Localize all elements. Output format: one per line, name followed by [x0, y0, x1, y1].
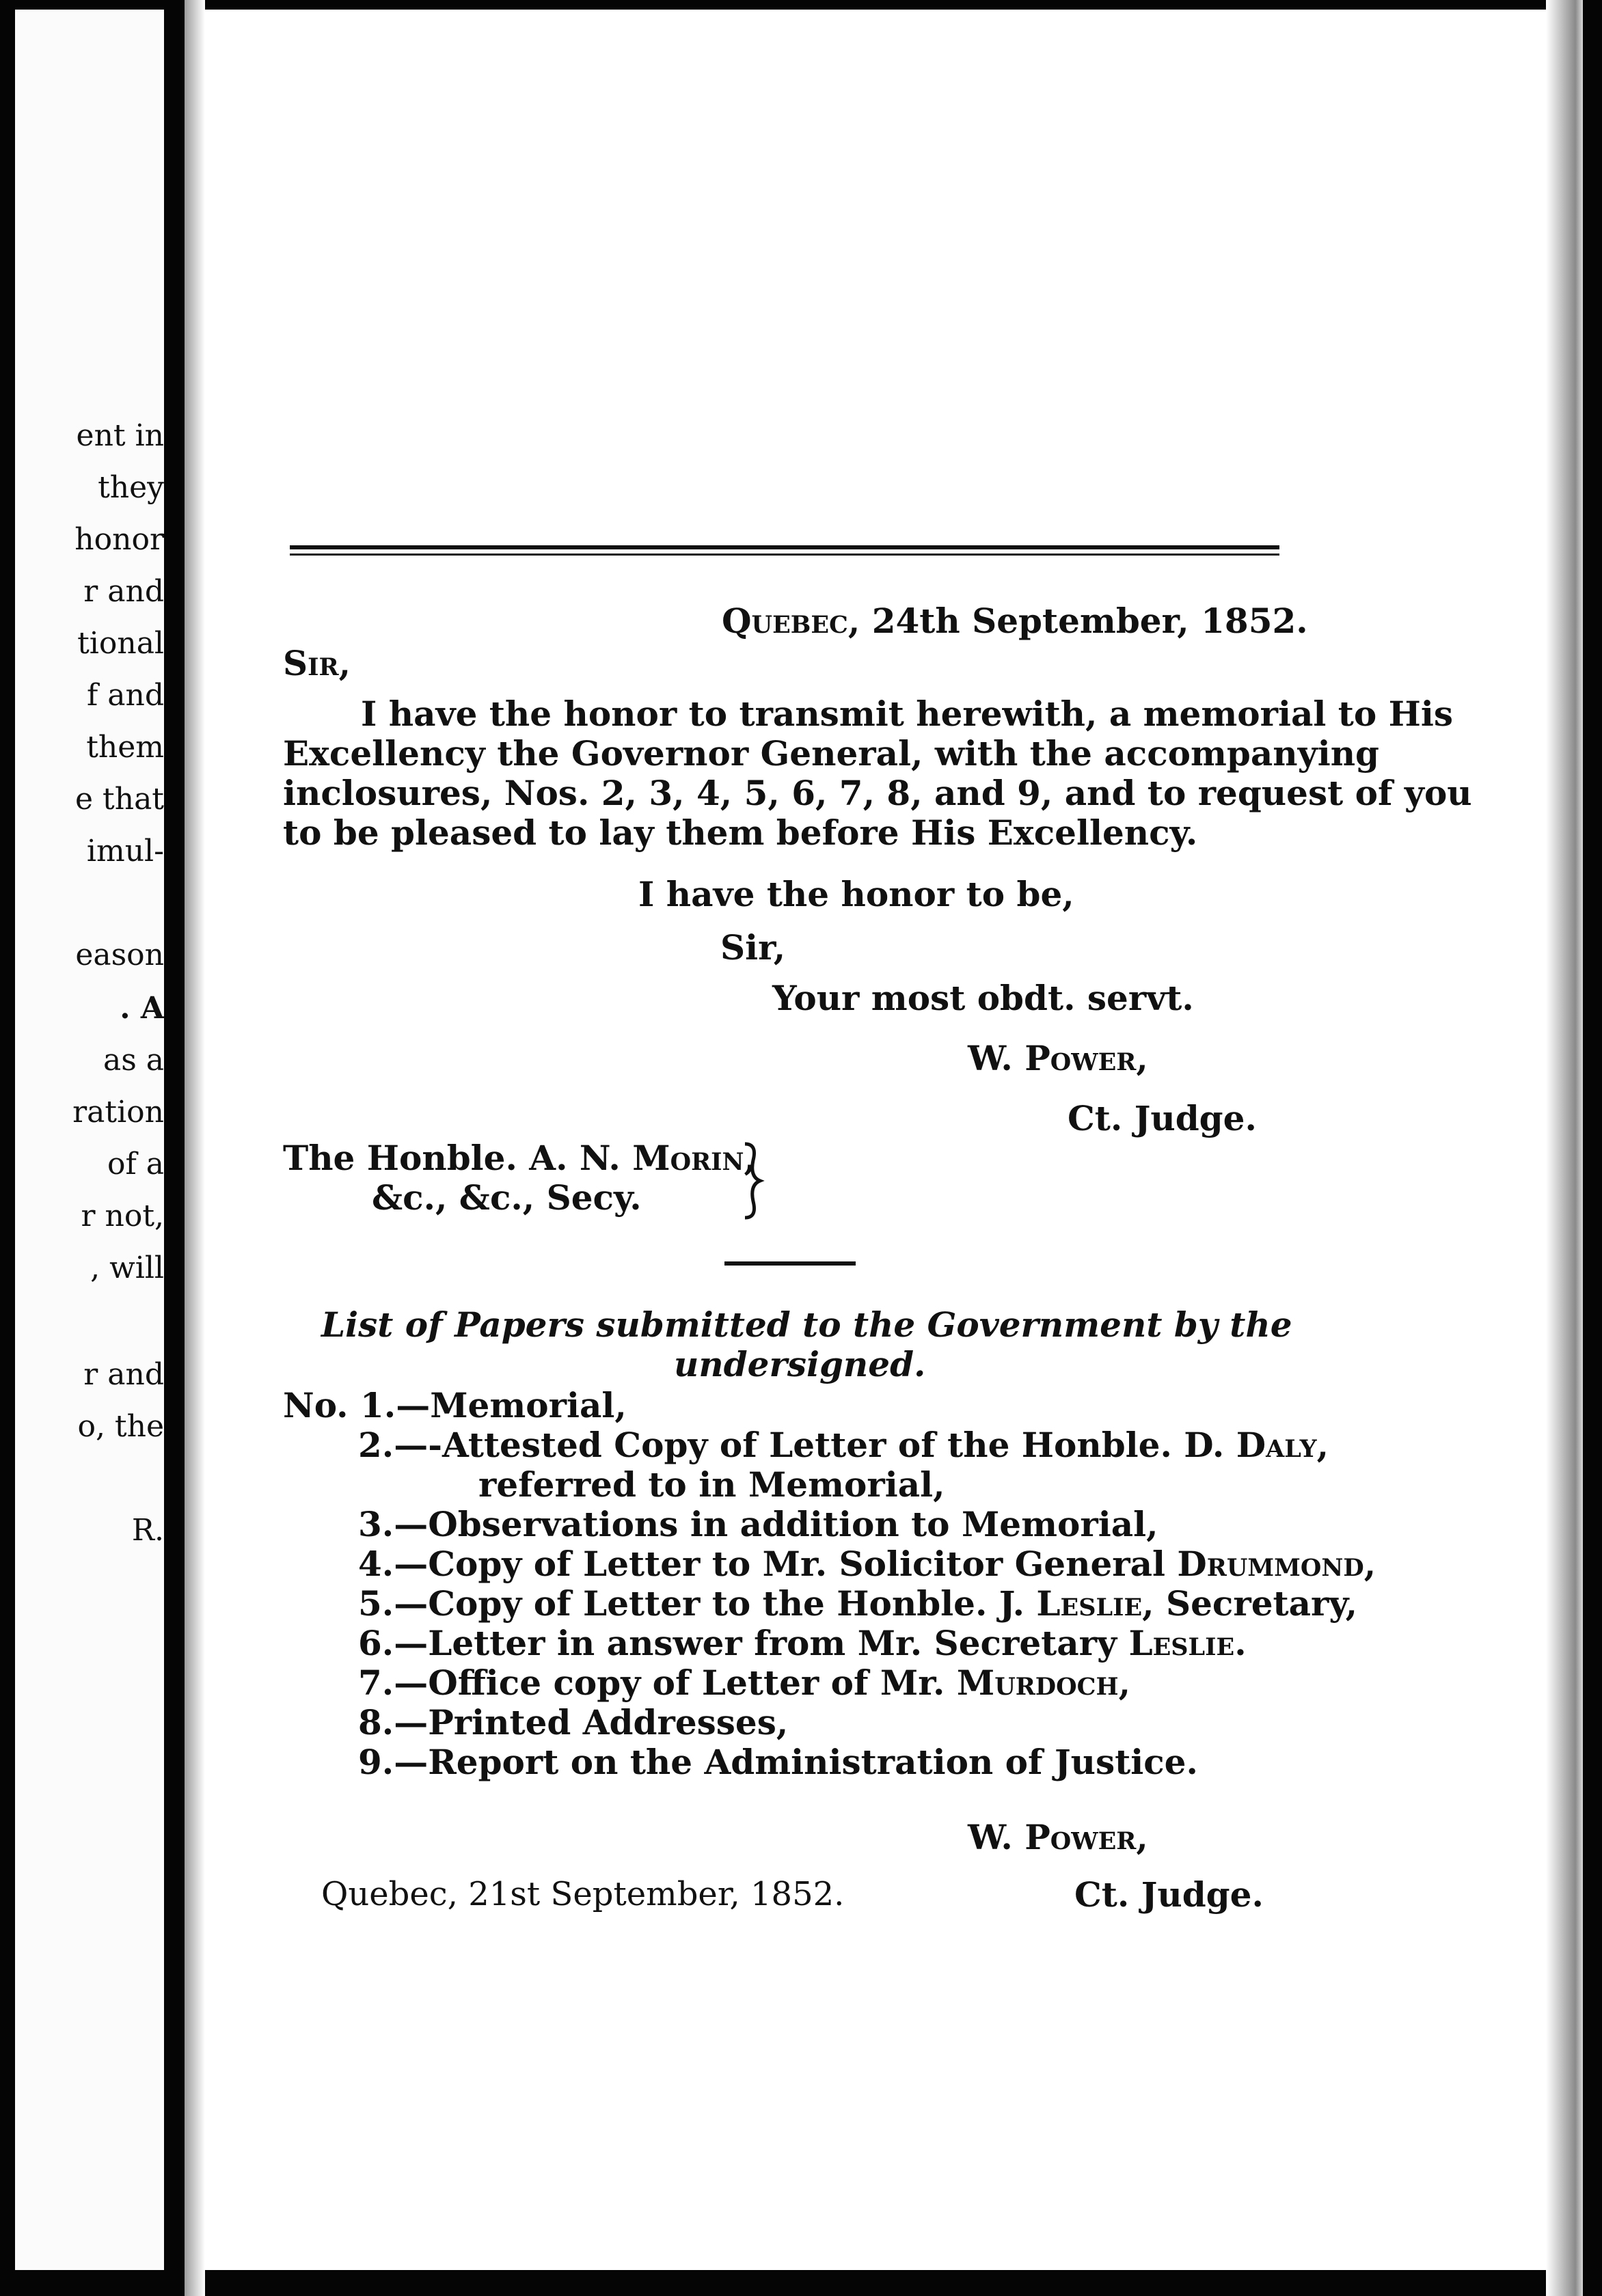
list-item: 3.—Observations in addition to Memorial, — [358, 1504, 1158, 1544]
prev-page-text: as a — [103, 1043, 164, 1078]
prev-page-text: r and — [83, 574, 164, 609]
signature-title: Ct. Judge. — [1068, 1098, 1257, 1138]
prev-page-text: f and — [86, 678, 164, 713]
signature-title: Ct. Judge. — [1074, 1874, 1264, 1915]
book-gutter — [164, 0, 185, 2296]
list-heading: List of Papers submitted to the Government by the — [321, 1304, 1292, 1345]
list-item: 7.—Office copy of Letter of Mr. Murdoch, — [358, 1663, 1130, 1703]
list-item: 5.—Copy of Letter to the Honble. J. Leslie, Secretary, — [358, 1583, 1358, 1624]
closing-line: I have the honor to be, — [638, 874, 1074, 914]
prev-page-text: they — [98, 470, 164, 505]
section-divider — [724, 1261, 856, 1266]
prev-page-text: . A — [120, 991, 164, 1026]
signature-name: W. Power, — [968, 1817, 1148, 1857]
list-item: 9.—Report on the Administration of Justice. — [358, 1742, 1198, 1782]
prev-page-text: r and — [83, 1357, 164, 1392]
list-item: No. 1.—Memorial, — [283, 1385, 627, 1425]
prev-page-text: ration — [72, 1095, 164, 1130]
list-item: 4.—Copy of Letter to Mr. Solicitor General Drummond, — [358, 1544, 1376, 1584]
list-date: Quebec, 21st September, 1852. — [321, 1875, 845, 1913]
closing-line: Sir, — [720, 927, 786, 968]
prev-page-text: R. — [131, 1513, 164, 1548]
double-rule-bottom — [290, 554, 1279, 556]
scan-border-left — [0, 0, 15, 2296]
scan-border-top — [0, 0, 1602, 10]
addressee-line: &c., &c., Secy. — [372, 1177, 642, 1218]
double-rule-top — [290, 545, 1279, 549]
previous-page-fragment — [15, 10, 164, 2270]
prev-page-text: o, the — [77, 1409, 164, 1444]
prev-page-text: of a — [107, 1147, 164, 1181]
prev-page-text: tional — [77, 626, 164, 661]
list-item: 6.—Letter in answer from Mr. Secretary Leslie. — [358, 1623, 1247, 1663]
scan-border-right — [1583, 0, 1602, 2296]
scan-border-bottom — [0, 2270, 1602, 2296]
list-item-continuation: referred to in Memorial, — [478, 1464, 945, 1505]
list-item: 2.—-Attested Copy of Letter of the Honble. D. Daly, — [358, 1425, 1329, 1465]
page-edge-shadow — [1546, 0, 1583, 2296]
prev-page-text: imul- — [86, 834, 164, 869]
curly-brace-icon — [738, 1140, 765, 1222]
letter-body-line: inclosures, Nos. 2, 3, 4, 5, 6, 7, 8, and 9, and to request of you — [283, 773, 1472, 813]
prev-page-text: , will — [90, 1250, 164, 1285]
gutter-shadow — [185, 0, 205, 2296]
letter-body-line: I have the honor to transmit herewith, a memorial to His — [361, 694, 1453, 734]
prev-page-text: e that — [75, 782, 164, 817]
closing-line: Your most obdt. servt. — [772, 978, 1194, 1018]
signature-name: W. Power, — [968, 1038, 1148, 1078]
dateline: Quebec, 24th September, 1852. — [722, 601, 1308, 641]
prev-page-text: eason — [75, 938, 164, 972]
letter-body-line: Excellency the Governor General, with the accompanying — [283, 733, 1380, 774]
list-heading: undersigned. — [674, 1344, 926, 1384]
prev-page-text: honor — [74, 522, 164, 557]
prev-page-text: r not, — [81, 1199, 164, 1233]
prev-page-text: them — [86, 730, 164, 765]
letter-body-line: to be pleased to lay them before His Excellency. — [283, 812, 1198, 853]
list-item: 8.—Printed Addresses, — [358, 1702, 789, 1742]
salutation: Sir, — [283, 643, 351, 683]
prev-page-text: ent in — [76, 418, 164, 453]
addressee-line: The Honble. A. N. Morin, — [283, 1138, 756, 1178]
